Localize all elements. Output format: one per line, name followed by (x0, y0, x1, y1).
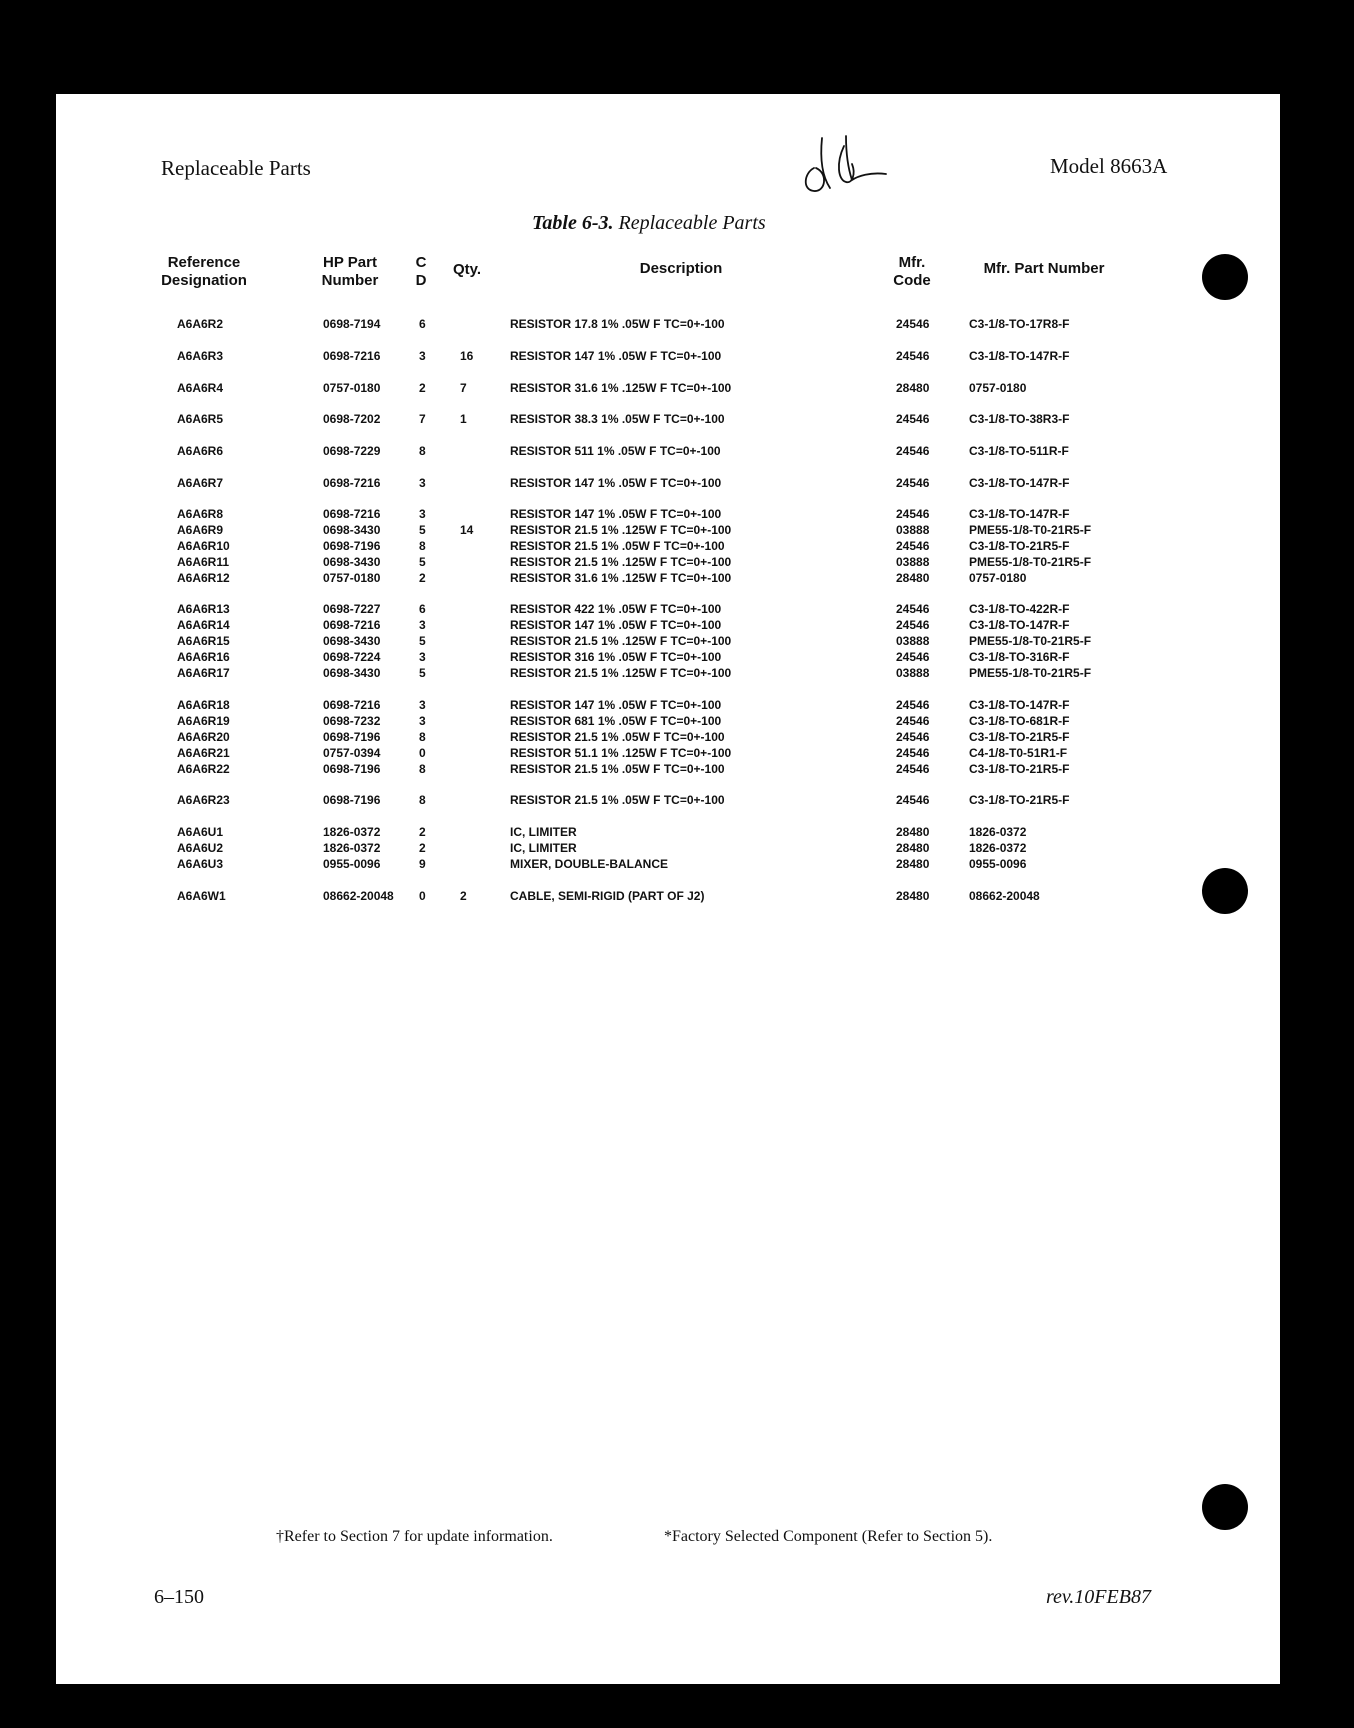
table-row (56, 539, 1280, 555)
header-section-title: Replaceable Parts (161, 156, 311, 180)
cell-mfr-part-number: C3-1/8-TO-681R-F (969, 714, 1070, 728)
cell-mfr-part-number: 0955-0096 (969, 857, 1027, 871)
cell-mfr-code: 24546 (896, 349, 930, 363)
table-row (56, 857, 1280, 873)
cell-mfr-code: 24546 (896, 714, 930, 728)
cell-check-digit: 3 (419, 618, 426, 632)
cell-description: RESISTOR 147 1% .05W F TC=0+-100 (510, 476, 722, 490)
cell-mfr-code: 28480 (896, 825, 930, 839)
cell-ref-designation: A6A6R13 (177, 602, 230, 616)
cell-check-digit: 5 (419, 555, 426, 569)
cell-mfr-part-number: C3-1/8-TO-147R-F (969, 698, 1070, 712)
cell-mfr-code: 24546 (896, 698, 930, 712)
cell-hp-part-number: 1826-0372 (323, 841, 381, 855)
cell-hp-part-number: 0698-7202 (323, 412, 381, 426)
cell-check-digit: 3 (419, 650, 426, 664)
cell-check-digit: 7 (419, 412, 426, 426)
cell-check-digit: 3 (419, 714, 426, 728)
table-row (56, 571, 1280, 587)
table-row (56, 317, 1280, 333)
cell-description: RESISTOR 21.5 1% .125W F TC=0+-100 (510, 555, 732, 569)
cell-mfr-part-number: C3-1/8-TO-422R-F (969, 602, 1070, 616)
cell-mfr-part-number: C3-1/8-TO-38R3-F (969, 412, 1070, 426)
col-header-mfr-code: Mfr. Code (893, 254, 931, 289)
cell-check-digit: 2 (419, 841, 426, 855)
cell-description: RESISTOR 147 1% .05W F TC=0+-100 (510, 698, 722, 712)
cell-description: MIXER, DOUBLE-BALANCE (510, 857, 668, 871)
cell-description: RESISTOR 17.8 1% .05W F TC=0+-100 (510, 317, 725, 331)
cell-check-digit: 3 (419, 476, 426, 490)
table-name: Replaceable Parts (618, 212, 766, 234)
cell-mfr-code: 24546 (896, 412, 930, 426)
cell-mfr-code: 24546 (896, 618, 930, 632)
cell-ref-designation: A6A6R5 (177, 412, 224, 426)
cell-hp-part-number: 0698-7227 (323, 602, 381, 616)
cell-hp-part-number: 0698-7216 (323, 618, 381, 632)
cell-hp-part-number: 08662-20048 (323, 889, 394, 903)
cell-check-digit: 3 (419, 349, 426, 363)
table-row (56, 889, 1280, 905)
cell-mfr-code: 24546 (896, 793, 930, 807)
cell-quantity: 7 (460, 381, 467, 395)
cell-ref-designation: A6A6U1 (177, 825, 224, 839)
cell-ref-designation: A6A6U3 (177, 857, 224, 871)
table-row (56, 793, 1280, 809)
cell-mfr-code: 24546 (896, 730, 930, 744)
cell-mfr-code: 28480 (896, 857, 930, 871)
col-header-mfr-part: Mfr. Part Number (983, 260, 1105, 277)
cell-description: RESISTOR 21.5 1% .05W F TC=0+-100 (510, 730, 725, 744)
cell-check-digit: 2 (419, 825, 426, 839)
cell-description: RESISTOR 21.5 1% .125W F TC=0+-100 (510, 634, 732, 648)
cell-hp-part-number: 0698-7232 (323, 714, 381, 728)
cell-check-digit: 3 (419, 698, 426, 712)
cell-mfr-part-number: C3-1/8-TO-316R-F (969, 650, 1070, 664)
cell-check-digit: 2 (419, 571, 426, 585)
cell-description: CABLE, SEMI-RIGID (PART OF J2) (510, 889, 705, 903)
cell-mfr-part-number: 08662-20048 (969, 889, 1040, 903)
cell-hp-part-number: 0955-0096 (323, 857, 381, 871)
cell-mfr-part-number: 1826-0372 (969, 825, 1027, 839)
cell-ref-designation: A6A6R2 (177, 317, 224, 331)
cell-quantity: 16 (460, 349, 474, 363)
cell-hp-part-number: 0698-7196 (323, 762, 381, 776)
cell-check-digit: 2 (419, 381, 426, 395)
cell-quantity: 2 (460, 889, 467, 903)
cell-description: RESISTOR 316 1% .05W F TC=0+-100 (510, 650, 722, 664)
cell-mfr-code: 24546 (896, 650, 930, 664)
cell-hp-part-number: 0757-0394 (323, 746, 381, 760)
cell-ref-designation: A6A6R15 (177, 634, 230, 648)
cell-mfr-code: 24546 (896, 317, 930, 331)
cell-mfr-code: 24546 (896, 476, 930, 490)
table-number: Table 6-3. (532, 212, 614, 234)
table-row (56, 746, 1280, 762)
footnote-update: †Refer to Section 7 for update information. (276, 1528, 553, 1545)
header-model: Model 8663A (1050, 154, 1168, 178)
cell-ref-designation: A6A6R21 (177, 746, 230, 760)
col-header-cd: C D (415, 254, 427, 289)
cell-mfr-code: 24546 (896, 602, 930, 616)
table-row (56, 634, 1280, 650)
revision-date: rev.10FEB87 (1046, 1586, 1151, 1608)
cell-check-digit: 8 (419, 762, 426, 776)
cell-check-digit: 6 (419, 317, 426, 331)
cell-description: IC, LIMITER (510, 841, 577, 855)
cell-mfr-code: 03888 (896, 634, 930, 648)
table-row (56, 507, 1280, 523)
cell-hp-part-number: 0757-0180 (323, 381, 381, 395)
cell-hp-part-number: 0698-7216 (323, 507, 381, 521)
table-row (56, 714, 1280, 730)
table-row (56, 666, 1280, 682)
cell-description: RESISTOR 422 1% .05W F TC=0+-100 (510, 602, 722, 616)
cell-check-digit: 8 (419, 444, 426, 458)
cell-check-digit: 9 (419, 857, 426, 871)
cell-ref-designation: A6A6R7 (177, 476, 224, 490)
cell-description: RESISTOR 147 1% .05W F TC=0+-100 (510, 349, 722, 363)
table-row (56, 381, 1280, 397)
handwritten-annotation (786, 118, 936, 198)
cell-ref-designation: A6A6R12 (177, 571, 230, 585)
cell-mfr-code: 03888 (896, 666, 930, 680)
cell-ref-designation: A6A6R16 (177, 650, 230, 664)
binder-hole (1202, 254, 1248, 300)
table-row (56, 555, 1280, 571)
cell-check-digit: 5 (419, 523, 426, 537)
table-row (56, 412, 1280, 428)
cell-hp-part-number: 0698-7224 (323, 650, 381, 664)
cell-hp-part-number: 0698-7196 (323, 730, 381, 744)
cell-mfr-part-number: C3-1/8-TO-147R-F (969, 618, 1070, 632)
cell-mfr-part-number: 0757-0180 (969, 381, 1027, 395)
binder-hole (1202, 868, 1248, 914)
cell-description: RESISTOR 31.6 1% .125W F TC=0+-100 (510, 571, 732, 585)
footnote-factory-selected: *Factory Selected Component (Refer to Section 5). (664, 1528, 993, 1545)
cell-description: RESISTOR 147 1% .05W F TC=0+-100 (510, 618, 722, 632)
cell-hp-part-number: 0698-3430 (323, 634, 381, 648)
table-row (56, 523, 1280, 539)
cell-ref-designation: A6A6R19 (177, 714, 230, 728)
cell-description: RESISTOR 21.5 1% .125W F TC=0+-100 (510, 666, 732, 680)
cell-description: RESISTOR 147 1% .05W F TC=0+-100 (510, 507, 722, 521)
table-row (56, 602, 1280, 618)
cell-ref-designation: A6A6R3 (177, 349, 224, 363)
cell-check-digit: 6 (419, 602, 426, 616)
cell-hp-part-number: 0757-0180 (323, 571, 381, 585)
table-row (56, 476, 1280, 492)
cell-mfr-part-number: PME55-1/8-T0-21R5-F (969, 634, 1092, 648)
table-row (56, 349, 1280, 365)
cell-hp-part-number: 0698-7216 (323, 349, 381, 363)
cell-ref-designation: A6A6U2 (177, 841, 224, 855)
cell-mfr-part-number: C3-1/8-TO-147R-F (969, 507, 1070, 521)
cell-ref-designation: A6A6R14 (177, 618, 230, 632)
cell-description: RESISTOR 21.5 1% .125W F TC=0+-100 (510, 523, 732, 537)
cell-hp-part-number: 0698-7194 (323, 317, 381, 331)
table-row (56, 841, 1280, 857)
cell-check-digit: 5 (419, 634, 426, 648)
cell-mfr-part-number: PME55-1/8-T0-21R5-F (969, 666, 1092, 680)
cell-hp-part-number: 1826-0372 (323, 825, 381, 839)
table-row (56, 444, 1280, 460)
cell-ref-designation: A6A6R9 (177, 523, 224, 537)
cell-ref-designation: A6A6R10 (177, 539, 230, 553)
binder-hole (1202, 1484, 1248, 1530)
cell-mfr-part-number: C4-1/8-T0-51R1-F (969, 746, 1068, 760)
cell-mfr-code: 24546 (896, 444, 930, 458)
cell-mfr-part-number: C3-1/8-TO-17R8-F (969, 317, 1070, 331)
cell-check-digit: 8 (419, 793, 426, 807)
cell-mfr-part-number: C3-1/8-TO-21R5-F (969, 730, 1070, 744)
cell-hp-part-number: 0698-7196 (323, 539, 381, 553)
cell-ref-designation: A6A6R4 (177, 381, 224, 395)
table-title (532, 212, 766, 235)
cell-mfr-code: 24546 (896, 762, 930, 776)
cell-ref-designation: A6A6R23 (177, 793, 230, 807)
cell-quantity: 1 (460, 412, 467, 426)
cell-mfr-part-number: C3-1/8-TO-147R-F (969, 476, 1070, 490)
cell-check-digit: 5 (419, 666, 426, 680)
cell-description: RESISTOR 51.1 1% .125W F TC=0+-100 (510, 746, 732, 760)
table-row (56, 698, 1280, 714)
cell-check-digit: 3 (419, 507, 426, 521)
cell-mfr-code: 28480 (896, 841, 930, 855)
cell-ref-designation: A6A6R18 (177, 698, 230, 712)
cell-ref-designation: A6A6R17 (177, 666, 230, 680)
cell-mfr-part-number: 0757-0180 (969, 571, 1027, 585)
col-header-description: Description (639, 260, 723, 277)
cell-mfr-part-number: C3-1/8-TO-21R5-F (969, 539, 1070, 553)
cell-check-digit: 8 (419, 730, 426, 744)
cell-mfr-code: 03888 (896, 523, 930, 537)
cell-mfr-part-number: C3-1/8-TO-147R-F (969, 349, 1070, 363)
cell-mfr-code: 24546 (896, 507, 930, 521)
document-page (56, 94, 1280, 1684)
col-header-qty: Qty. (452, 261, 482, 278)
cell-mfr-code: 24546 (896, 539, 930, 553)
cell-mfr-part-number: PME55-1/8-T0-21R5-F (969, 523, 1092, 537)
cell-check-digit: 0 (419, 746, 426, 760)
cell-ref-designation: A6A6R22 (177, 762, 230, 776)
cell-description: RESISTOR 21.5 1% .05W F TC=0+-100 (510, 793, 725, 807)
page-number: 6–150 (154, 1586, 204, 1608)
cell-quantity: 14 (460, 523, 474, 537)
cell-mfr-code: 28480 (896, 381, 930, 395)
cell-hp-part-number: 0698-3430 (323, 555, 381, 569)
col-header-reference: Reference Designation (161, 254, 247, 289)
table-row (56, 825, 1280, 841)
cell-ref-designation: A6A6R6 (177, 444, 224, 458)
cell-ref-designation: A6A6R8 (177, 507, 224, 521)
cell-ref-designation: A6A6R20 (177, 730, 230, 744)
cell-mfr-part-number: C3-1/8-TO-21R5-F (969, 762, 1070, 776)
cell-hp-part-number: 0698-7216 (323, 698, 381, 712)
cell-description: IC, LIMITER (510, 825, 577, 839)
cell-mfr-code: 28480 (896, 889, 930, 903)
col-header-hp-part: HP Part Number (321, 254, 379, 289)
cell-mfr-part-number: PME55-1/8-T0-21R5-F (969, 555, 1092, 569)
cell-description: RESISTOR 31.6 1% .125W F TC=0+-100 (510, 381, 732, 395)
cell-mfr-code: 03888 (896, 555, 930, 569)
cell-check-digit: 0 (419, 889, 426, 903)
cell-hp-part-number: 0698-7229 (323, 444, 381, 458)
cell-description: RESISTOR 511 1% .05W F TC=0+-100 (510, 444, 721, 458)
cell-description: RESISTOR 38.3 1% .05W F TC=0+-100 (510, 412, 725, 426)
cell-mfr-code: 24546 (896, 746, 930, 760)
table-row (56, 618, 1280, 634)
cell-mfr-part-number: 1826-0372 (969, 841, 1027, 855)
cell-ref-designation: A6A6R11 (177, 555, 230, 569)
cell-hp-part-number: 0698-3430 (323, 666, 381, 680)
cell-mfr-part-number: C3-1/8-TO-511R-F (969, 444, 1069, 458)
table-row (56, 762, 1280, 778)
cell-mfr-code: 28480 (896, 571, 930, 585)
cell-hp-part-number: 0698-3430 (323, 523, 381, 537)
cell-check-digit: 8 (419, 539, 426, 553)
table-row (56, 730, 1280, 746)
cell-hp-part-number: 0698-7216 (323, 476, 381, 490)
cell-description: RESISTOR 681 1% .05W F TC=0+-100 (510, 714, 722, 728)
cell-hp-part-number: 0698-7196 (323, 793, 381, 807)
cell-description: RESISTOR 21.5 1% .05W F TC=0+-100 (510, 539, 725, 553)
cell-description: RESISTOR 21.5 1% .05W F TC=0+-100 (510, 762, 725, 776)
cell-ref-designation: A6A6W1 (177, 889, 226, 903)
cell-mfr-part-number: C3-1/8-TO-21R5-F (969, 793, 1070, 807)
table-row (56, 650, 1280, 666)
